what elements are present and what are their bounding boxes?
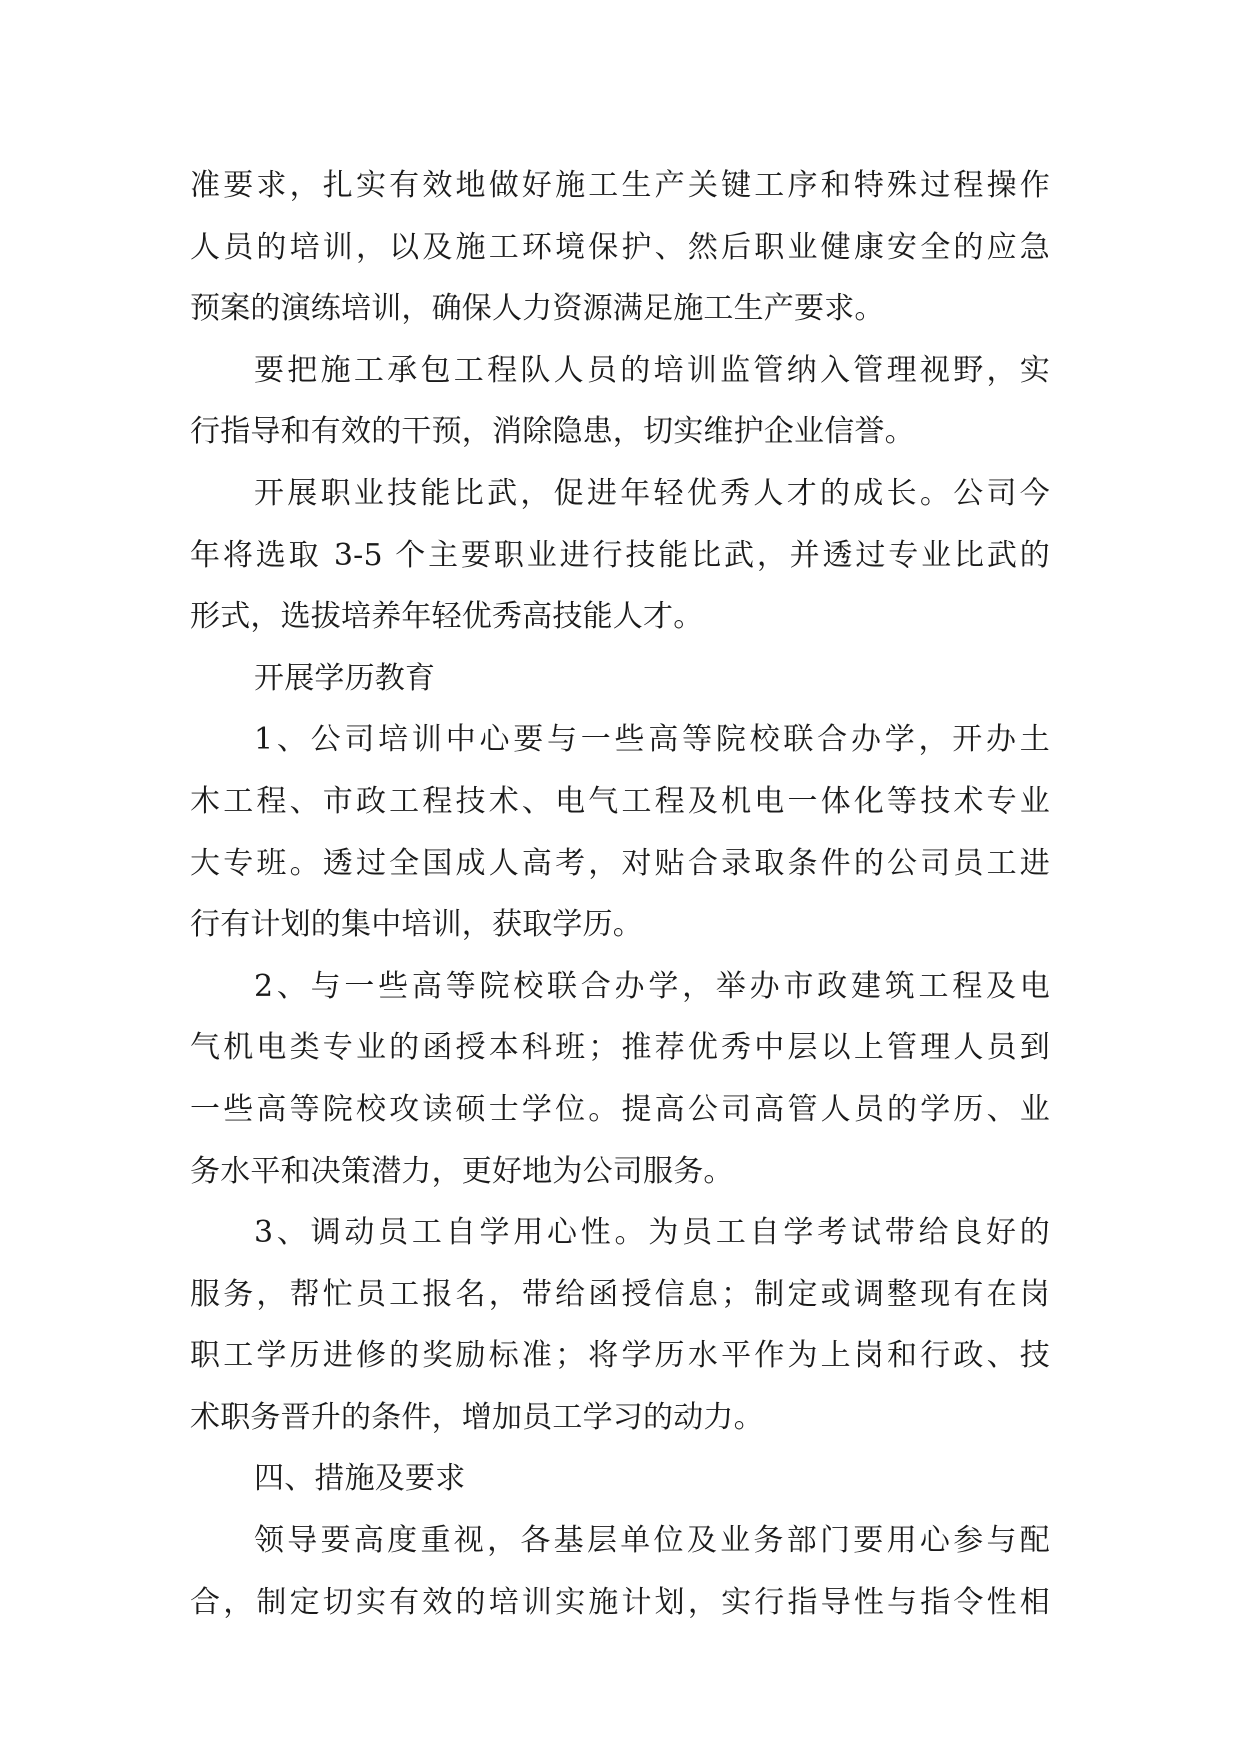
text-line: 合，制定切实有效的培训实施计划，实行指导性与指令性相 (190, 1584, 1050, 1620)
paragraph-start-line: 2、与一些高等院校联合办学，举办市政建筑工程及电 (254, 968, 1050, 1004)
paragraph-start-line: 1、公司培训中心要与一些高等院校联合办学，开办土 (254, 722, 1050, 758)
paragraph-start-line: 3、调动员工自学用心性。为员工自学考试带给良好的 (254, 1215, 1050, 1251)
text-line: 准要求，扎实有效地做好施工生产关键工序和特殊过程操作 (190, 168, 1050, 203)
paragraph-start-line: 开展职业技能比武，促进年轻优秀人才的成长。公司今 (254, 475, 1050, 511)
text-line: 务水平和决策潜力，更好地为公司服务。 (190, 1153, 734, 1189)
paragraph-start-line: 要把施工承包工程队人员的培训监管纳入管理视野，实 (254, 352, 1050, 388)
text-line: 人员的培训，以及施工环境保护、然后职业健康安全的应急 (190, 229, 1050, 265)
text-line: 预案的演练培训，确保人力资源满足施工生产要求。 (190, 291, 885, 327)
text-line: 术职务晋升的条件，增加员工学习的动力。 (190, 1399, 764, 1435)
text-line: 行指导和有效的干预，消除隐患，切实维护企业信誉。 (190, 414, 915, 450)
text-line: 职工学历进修的奖励标准；将学历水平作为上岗和行政、技 (190, 1338, 1050, 1374)
paragraph-start-line: 领导要高度重视，各基层单位及业务部门要用心参与配 (254, 1523, 1050, 1559)
text-line: 一些高等院校攻读硕士学位。提高公司高管人员的学历、业 (190, 1091, 1050, 1127)
text-line: 年将选取 3-5 个主要职业进行技能比武，并透过专业比武的 (190, 537, 1050, 573)
text-line: 服务，帮忙员工报名，带给函授信息；制定或调整现有在岗 (190, 1276, 1050, 1312)
text-line: 大专班。透过全国成人高考，对贴合录取条件的公司员工进 (190, 845, 1050, 881)
body-text (190, 155, 1050, 1633)
text-line: 气机电类专业的函授本科班；推荐优秀中层以上管理人员到 (190, 1030, 1050, 1066)
text-line: 行有计划的集中培训，获取学历。 (190, 907, 643, 943)
text-line: 木工程、市政工程技术、电气工程及机电一体化等技术专业 (190, 783, 1050, 819)
section-heading: 开展学历教育 (254, 660, 436, 696)
section-heading: 四、措施及要求 (254, 1461, 466, 1497)
text-line: 形式，选拔培养年轻优秀高技能人才。 (190, 599, 704, 635)
